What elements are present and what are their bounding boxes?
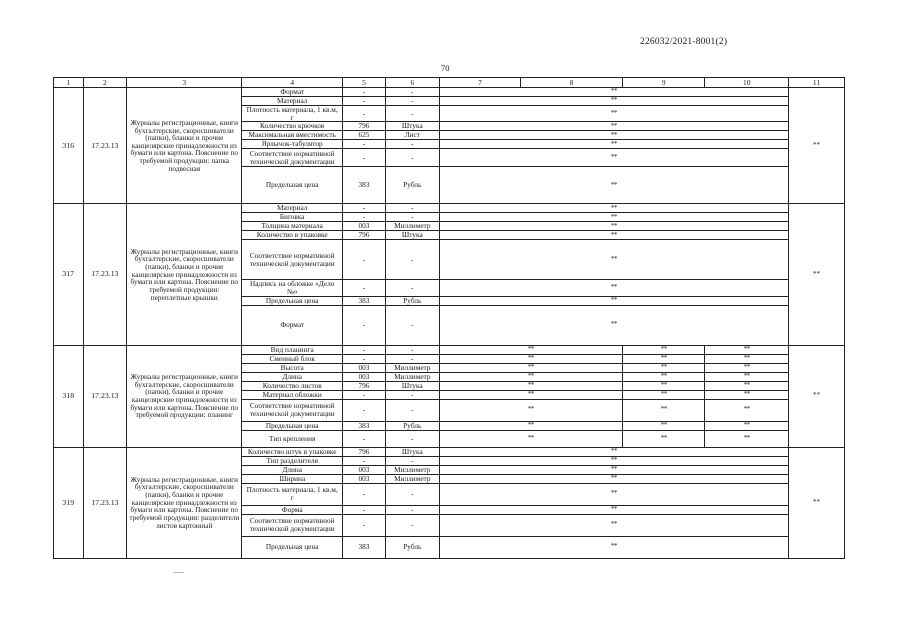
characteristic-name: Тип разделителя (242, 456, 343, 465)
col-header-9: 9 (623, 78, 705, 88)
characteristic-value: ** (623, 430, 705, 447)
characteristic-value: ** (439, 204, 788, 213)
unit-name: - (385, 106, 439, 122)
okei-code: 003 (343, 474, 386, 483)
okei-code: - (343, 97, 386, 106)
characteristic-value: ** (439, 381, 622, 390)
characteristic-value: ** (439, 222, 788, 231)
characteristic-value: ** (439, 363, 622, 372)
unit-name: - (385, 305, 439, 345)
characteristic-name: Соответствие нормативной технической документации (242, 149, 343, 167)
okei-code: - (343, 88, 386, 97)
characteristic-name: Материал (242, 97, 343, 106)
okei-code: - (343, 456, 386, 465)
characteristic-value: ** (439, 390, 622, 399)
characteristic-value: ** (439, 280, 788, 296)
characteristic-value: ** (623, 421, 705, 430)
col-header-11: 11 (788, 78, 844, 88)
item-description: Журналы регистрационные, книги бухгалтерские, скоросшиватели (папки), бланки и прочие канцелярские принадлежности из бумаги или картона. Пояснение по требуемой продукции: переплетные крышки (127, 204, 242, 345)
characteristic-value: ** (705, 390, 788, 399)
characteristic-name: Максимальная вместимость (242, 131, 343, 140)
characteristic-name: Форма (242, 505, 343, 514)
unit-name: Рубль (385, 421, 439, 430)
characteristic-value: ** (439, 456, 788, 465)
characteristic-name: Соответствие нормативной технической документации (242, 240, 343, 280)
characteristic-value: ** (705, 363, 788, 372)
characteristic-value: ** (705, 372, 788, 381)
characteristic-value: ** (439, 536, 788, 558)
unit-name: - (385, 514, 439, 536)
characteristic-name: Ширина (242, 474, 343, 483)
procurement-table (53, 77, 845, 559)
characteristic-value: ** (623, 390, 705, 399)
characteristic-value: ** (439, 399, 622, 421)
characteristic-name: Количество штук в упаковке (242, 447, 343, 456)
item-description: Журналы регистрационные, книги бухгалтерские, скоросшиватели (папки), бланки и прочие канцелярские принадлежности из бумаги или картона. Пояснение по требуемой продукции: разделители листов картонный (127, 447, 242, 558)
col-header-10: 10 (705, 78, 788, 88)
unit-name: Миллиметр (385, 474, 439, 483)
characteristic-name: Предельная цена (242, 421, 343, 430)
okei-code: - (343, 204, 386, 213)
okei-code: - (343, 390, 386, 399)
characteristic-value: ** (705, 421, 788, 430)
okei-code: - (343, 354, 386, 363)
okei-code: - (343, 106, 386, 122)
okpd-code: 17.23.13 (83, 345, 127, 447)
characteristic-value: ** (439, 167, 788, 204)
unit-name: - (385, 280, 439, 296)
scan-mark (174, 572, 184, 573)
characteristic-name: Количество в упаковке (242, 231, 343, 240)
characteristic-value: ** (439, 505, 788, 514)
okei-code: - (343, 240, 386, 280)
col-header-5: 5 (343, 78, 386, 88)
okei-code: - (343, 505, 386, 514)
characteristic-value: ** (439, 106, 788, 122)
characteristic-name: Формат (242, 88, 343, 97)
characteristic-name: Соответствие нормативной технической документации (242, 514, 343, 536)
unit-name: - (385, 88, 439, 97)
document-id: 226032/2021-8001(2) (640, 37, 728, 47)
characteristic-name: Количество крючков (242, 122, 343, 131)
characteristic-name: Толщина материала (242, 222, 343, 231)
unit-name: - (385, 399, 439, 421)
unit-name: - (385, 456, 439, 465)
item-number: 318 (54, 345, 84, 447)
okei-code: - (343, 514, 386, 536)
table-row (54, 204, 845, 213)
characteristic-name: Соответствие нормативной технической документации (242, 399, 343, 421)
characteristic-value: ** (439, 213, 788, 222)
characteristic-value: ** (623, 399, 705, 421)
characteristic-name: Предельная цена (242, 536, 343, 558)
col-header-1: 1 (54, 78, 84, 88)
table-row (54, 345, 845, 354)
unit-name: - (385, 430, 439, 447)
col-header-2: 2 (83, 78, 127, 88)
characteristic-value: ** (439, 474, 788, 483)
characteristic-name: Формат (242, 305, 343, 345)
okei-code: 003 (343, 222, 386, 231)
characteristic-name: Предельная цена (242, 167, 343, 204)
characteristic-value: ** (705, 354, 788, 363)
okei-code: 796 (343, 447, 386, 456)
okei-code: - (343, 280, 386, 296)
unit-name: - (385, 204, 439, 213)
okei-code: 796 (343, 231, 386, 240)
okei-code: 796 (343, 122, 386, 131)
okei-code: - (343, 305, 386, 345)
okei-code: 003 (343, 363, 386, 372)
characteristic-value: ** (439, 354, 622, 363)
characteristic-value: ** (439, 140, 788, 149)
col-header-4: 4 (242, 78, 343, 88)
unit-name: Штука (385, 447, 439, 456)
unit-name: - (385, 390, 439, 399)
characteristic-name: Материал (242, 204, 343, 213)
unit-name: Штука (385, 381, 439, 390)
characteristic-value: ** (623, 363, 705, 372)
characteristic-name: Биговка (242, 213, 343, 222)
characteristic-value: ** (439, 447, 788, 456)
okei-code: 383 (343, 296, 386, 305)
characteristic-name: Тип крепления (242, 430, 343, 447)
characteristic-name: Плотность материала, 1 кв.м, г (242, 106, 343, 122)
characteristic-name: Материал обложки (242, 390, 343, 399)
characteristic-value: ** (439, 483, 788, 505)
unit-name: - (385, 345, 439, 354)
characteristic-value: ** (439, 149, 788, 167)
unit-name: Миллиметр (385, 465, 439, 474)
unit-name: - (385, 140, 439, 149)
okpd-code: 17.23.13 (83, 88, 127, 204)
unit-name: Миллиметр (385, 222, 439, 231)
unit-name: Миллиметр (385, 363, 439, 372)
okei-code: - (343, 213, 386, 222)
characteristic-value: ** (705, 399, 788, 421)
characteristic-value: ** (439, 131, 788, 140)
final-column-value: ** (788, 88, 844, 204)
header-row (54, 78, 845, 88)
page-number: 70 (441, 63, 450, 73)
okei-code: 383 (343, 421, 386, 430)
okei-code: - (343, 483, 386, 505)
okpd-code: 17.23.13 (83, 447, 127, 558)
characteristic-name: Плотность материала, 1 кв.м, г (242, 483, 343, 505)
unit-name: - (385, 483, 439, 505)
item-description: Журналы регистрационные, книги бухгалтерские, скоросшиватели (папки), бланки и прочие канцелярские принадлежности из бумаги или картона. Пояснение по требуемой продукции: планинг (127, 345, 242, 447)
final-column-value: ** (788, 447, 844, 558)
item-description: Журналы регистрационные, книги бухгалтерские, скоросшиватели (папки), бланки и прочие канцелярские принадлежности из бумаги или картона. Пояснение по требуемой продукции: папка подвесная (127, 88, 242, 204)
unit-name: Рубль (385, 536, 439, 558)
item-number: 317 (54, 204, 84, 345)
unit-name: - (385, 149, 439, 167)
characteristic-value: ** (439, 372, 622, 381)
okei-code: 625 (343, 131, 386, 140)
characteristic-name: Надпись на обложке «Дело №» (242, 280, 343, 296)
col-header-8: 8 (521, 78, 623, 88)
col-header-3: 3 (127, 78, 242, 88)
characteristic-value: ** (439, 122, 788, 131)
characteristic-value: ** (439, 465, 788, 474)
col-header-7: 7 (439, 78, 520, 88)
characteristic-name: Количество листов (242, 381, 343, 390)
item-number: 316 (54, 88, 84, 204)
okei-code: 796 (343, 381, 386, 390)
characteristic-name: Длина (242, 465, 343, 474)
characteristic-value: ** (439, 296, 788, 305)
characteristic-name: Предельная цена (242, 296, 343, 305)
okei-code: 383 (343, 167, 386, 204)
unit-name: Лист (385, 131, 439, 140)
characteristic-name: Вид планинга (242, 345, 343, 354)
characteristic-name: Ярлычок-табулятор (242, 140, 343, 149)
item-number: 319 (54, 447, 84, 558)
unit-name: - (385, 213, 439, 222)
characteristic-value: ** (623, 354, 705, 363)
characteristic-value: ** (439, 88, 788, 97)
characteristic-value: ** (705, 381, 788, 390)
unit-name: Миллиметр (385, 372, 439, 381)
okei-code: 003 (343, 465, 386, 474)
characteristic-value: ** (623, 381, 705, 390)
characteristic-value: ** (439, 421, 622, 430)
okei-code: 383 (343, 536, 386, 558)
okei-code: - (343, 140, 386, 149)
characteristic-name: Сменный блок (242, 354, 343, 363)
unit-name: Штука (385, 231, 439, 240)
final-column-value: ** (788, 204, 844, 345)
col-header-6: 6 (385, 78, 439, 88)
table-row (54, 447, 845, 456)
characteristic-value: ** (439, 430, 622, 447)
unit-name: Штука (385, 122, 439, 131)
characteristic-value: ** (439, 345, 622, 354)
unit-name: - (385, 354, 439, 363)
okei-code: - (343, 430, 386, 447)
characteristic-value: ** (439, 240, 788, 280)
unit-name: Рубль (385, 167, 439, 204)
characteristic-value: ** (439, 97, 788, 106)
okpd-code: 17.23.13 (83, 204, 127, 345)
unit-name: - (385, 97, 439, 106)
table-row (54, 88, 845, 97)
unit-name: - (385, 505, 439, 514)
unit-name: Рубль (385, 296, 439, 305)
characteristic-value: ** (439, 305, 788, 345)
characteristic-value: ** (439, 231, 788, 240)
characteristic-value: ** (623, 372, 705, 381)
characteristic-value: ** (623, 345, 705, 354)
okei-code: - (343, 149, 386, 167)
okei-code: 003 (343, 372, 386, 381)
characteristic-value: ** (705, 345, 788, 354)
characteristic-name: Высота (242, 363, 343, 372)
final-column-value: ** (788, 345, 844, 447)
okei-code: - (343, 399, 386, 421)
characteristic-name: Длина (242, 372, 343, 381)
characteristic-value: ** (705, 430, 788, 447)
okei-code: - (343, 345, 386, 354)
characteristic-value: ** (439, 514, 788, 536)
unit-name: - (385, 240, 439, 280)
